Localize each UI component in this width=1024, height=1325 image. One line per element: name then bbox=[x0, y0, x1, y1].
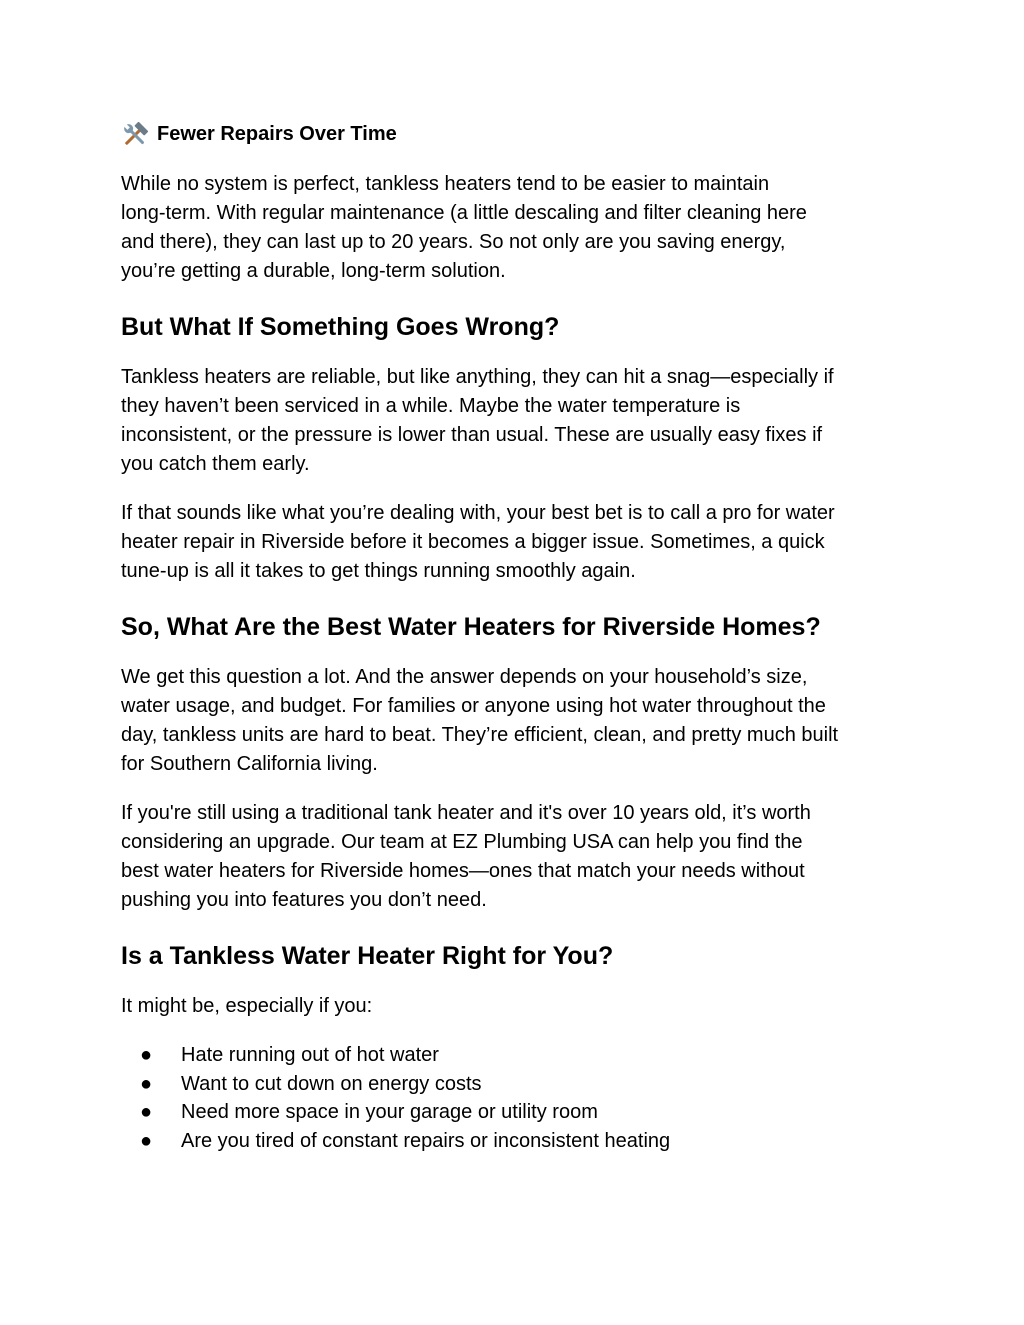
text-line: If you're still using a traditional tank heater and it's over 10 years old, it’s worth bbox=[121, 802, 811, 824]
paragraph-3 bbox=[121, 499, 921, 586]
text-line: water usage, and budget. For families or anyone using hot water throughout the bbox=[121, 695, 826, 717]
text-line: While no system is perfect, tankless heaters tend to be easier to maintain bbox=[121, 173, 770, 195]
bullet-icon: ● bbox=[140, 1130, 153, 1153]
text-line: tune-up is all it takes to get things running smoothly again. bbox=[121, 560, 636, 582]
text-line: pushing you into features you don’t need. bbox=[121, 889, 487, 911]
hammer-and-wrench-icon bbox=[121, 120, 151, 149]
text-line: for Southern California living. bbox=[121, 753, 378, 775]
list-item bbox=[121, 1127, 921, 1156]
list-item-text: Hate running out of hot water bbox=[181, 1044, 439, 1066]
text-line: considering an upgrade. Our team at EZ Plumbing USA can help you find the bbox=[121, 831, 803, 853]
list-item bbox=[121, 1041, 921, 1070]
paragraph-2 bbox=[121, 363, 921, 479]
paragraph-4 bbox=[121, 663, 921, 779]
heading-something-goes-wrong: But What If Something Goes Wrong? bbox=[121, 313, 560, 341]
document-body bbox=[121, 120, 921, 1156]
heading-best-water-heaters: So, What Are the Best Water Heaters for Riverside Homes? bbox=[121, 613, 821, 641]
text-line: Tankless heaters are reliable, but like anything, they can hit a snag—especially if bbox=[121, 366, 834, 388]
paragraph-6 bbox=[121, 992, 921, 1021]
list-item bbox=[121, 1070, 921, 1099]
text-line: they haven’t been serviced in a while. Maybe the water temperature is bbox=[121, 395, 741, 417]
text-line: you’re getting a durable, long-term solution. bbox=[121, 260, 506, 282]
list-item-text: Are you tired of constant repairs or inconsistent heating bbox=[181, 1130, 671, 1153]
text-line: you catch them early. bbox=[121, 453, 310, 475]
text-line: We get this question a lot. And the answer depends on your household’s size, bbox=[121, 666, 808, 688]
text-line: If that sounds like what you’re dealing with, your best bet is to call a pro for water bbox=[121, 502, 835, 524]
list-item-text: Want to cut down on energy costs bbox=[181, 1072, 482, 1095]
text-line: best water heaters for Riverside homes—ones that match your needs without bbox=[121, 860, 805, 882]
text-line: day, tankless units are hard to beat. They’re efficient, clean, and pretty much built bbox=[121, 724, 839, 746]
text-line: long-term. With regular maintenance (a little descaling and filter cleaning here bbox=[121, 202, 807, 224]
list-item-text: Need more space in your garage or utility room bbox=[181, 1101, 598, 1124]
text-line: heater repair in Riverside before it becomes a bigger issue. Sometimes, a quick bbox=[121, 531, 825, 553]
text-line: It might be, especially if you: bbox=[121, 995, 373, 1017]
text-line: and there), they can last up to 20 years. So not only are you saving energy, bbox=[121, 231, 786, 253]
section-title-text: Fewer Repairs Over Time bbox=[157, 123, 397, 145]
paragraph-5 bbox=[121, 799, 921, 915]
bullet-icon: ● bbox=[140, 1072, 153, 1095]
list-item bbox=[121, 1098, 921, 1127]
bullet-list bbox=[121, 1041, 921, 1156]
bullet-icon: ● bbox=[140, 1044, 153, 1066]
bullet-icon: ● bbox=[140, 1101, 153, 1124]
section-title bbox=[121, 120, 921, 149]
heading-right-for-you: Is a Tankless Water Heater Right for You? bbox=[121, 942, 614, 970]
text-line: inconsistent, or the pressure is lower than usual. These are usually easy fixes if bbox=[121, 424, 823, 446]
paragraph-1 bbox=[121, 170, 921, 286]
